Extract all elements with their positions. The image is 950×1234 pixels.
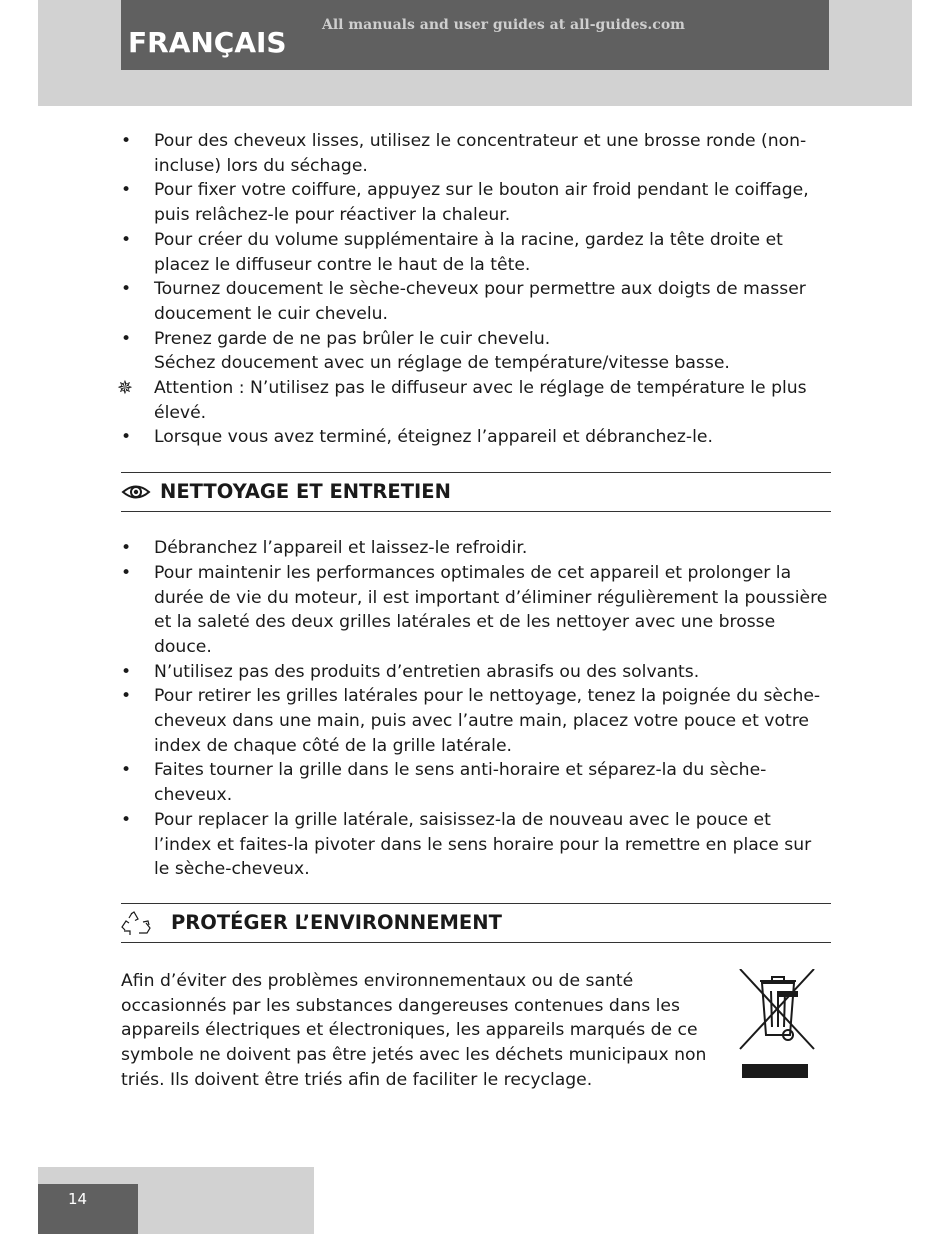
header-box [121, 0, 829, 70]
page-content [117, 129, 831, 1093]
language-title: FRANÇAIS [128, 26, 287, 59]
list-item-text-continued: Séchez doucement avec un réglage de température/vitesse basse. [154, 353, 730, 374]
bullet: • [121, 809, 132, 830]
watermark-text: All manuals and user guides at all-guides.com [322, 17, 685, 33]
bullet: • [121, 562, 132, 583]
crossed-out-wheelie-bin-icon [738, 969, 818, 1081]
recycle-icon [121, 911, 151, 935]
section-title: NETTOYAGE ET ENTRETIEN [160, 480, 451, 504]
bullet: • [121, 328, 132, 349]
list-item-text: Pour fixer votre coiffure, appuyez sur le bouton air froid pendant le coiffage, puis relâchez-le pour réactiver la chaleur. [154, 180, 809, 226]
list-item [121, 178, 831, 227]
list-item-text: Pour maintenir les performances optimales de cet appareil et prolonger la durée de vie du moteur, il est important d’éliminer régulièrement la poussière et la saleté des deux grilles latérales et de les nettoyer avec une brosse douce. [154, 562, 828, 657]
warning-item [117, 376, 831, 425]
bullet: • [121, 686, 132, 707]
list-item-text: Tournez doucement le sèche-cheveux pour permettre aux doigts de masser doucement le cuir chevelu. [154, 279, 806, 324]
list-item [121, 536, 831, 561]
bullet: • [121, 427, 132, 448]
warning-text: Attention : N’utilisez pas le diffuseur avec le réglage de température le plus élevé. [154, 378, 807, 423]
bullet: • [121, 131, 132, 151]
list-item [121, 758, 831, 807]
list-item [121, 684, 831, 758]
list-item-text: Débranchez l’appareil et laissez-le refroidir. [154, 538, 528, 559]
list-item [121, 561, 831, 660]
environment-row [121, 969, 831, 1093]
list-item-text: Faites tourner la grille dans le sens anti-horaire et séparez-la du sèche-cheveux. [154, 760, 767, 806]
list-item [121, 277, 831, 326]
bullet: • [121, 538, 132, 559]
list-item [121, 129, 831, 178]
section-header-cleaning [121, 472, 831, 512]
styling-tips-list [117, 129, 831, 450]
list-item-text: Pour replacer la grille latérale, saisissez-la de nouveau avec le pouce et l’index et faites-la pivoter dans le sens horaire pour la remettre en place sur le sèche-cheveux. [154, 809, 812, 880]
environment-paragraph: Afin d’éviter des problèmes environnementaux ou de santé occasionnés par les substances dangereuses contenues dans les appareils électriques et électroniques, les appareils marqués de ce symbole ne doivent pas être jetés avec les déchets municipaux non triés. Ils doivent être triés afin de faciliter le recyclage. [121, 970, 707, 1090]
list-item [121, 327, 831, 376]
page-number: 14 [68, 1190, 88, 1208]
bullet: • [121, 229, 132, 250]
warning-star-icon: ✵ [117, 377, 133, 400]
list-item-text: Lorsque vous avez terminé, éteignez l’appareil et débranchez-le. [154, 427, 713, 448]
list-item [121, 228, 831, 277]
list-item [121, 808, 831, 882]
section-header-environment [121, 903, 831, 943]
eye-icon [121, 480, 151, 504]
list-item-text: N’utilisez pas des produits d’entretien abrasifs ou des solvants. [154, 661, 700, 682]
cleaning-list [121, 536, 831, 882]
list-item-text: Pour retirer les grilles latérales pour le nettoyage, tenez la poignée du sèche-cheveux dans une main, puis avec l’autre main, placez votre pouce et votre index de chaque côté de la grille latérale. [154, 686, 821, 756]
bullet: • [121, 760, 132, 781]
list-item [121, 660, 831, 685]
bullet: • [121, 279, 132, 300]
list-item [121, 425, 831, 450]
list-item-text: Pour créer du volume supplémentaire à la racine, gardez la tête droite et placez le diffuseur contre le haut de la tête. [154, 229, 783, 275]
bullet: • [121, 180, 132, 201]
bullet: • [121, 661, 132, 682]
page-number-box [38, 1184, 138, 1234]
list-item-text: Prenez garde de ne pas brûler le cuir chevelu. [154, 328, 551, 349]
list-item-text: Pour des cheveux lisses, utilisez le concentrateur et une brosse ronde (non-incluse) lors du séchage. [154, 131, 807, 176]
section-title: PROTÉGER L’ENVIRONNEMENT [171, 910, 502, 934]
